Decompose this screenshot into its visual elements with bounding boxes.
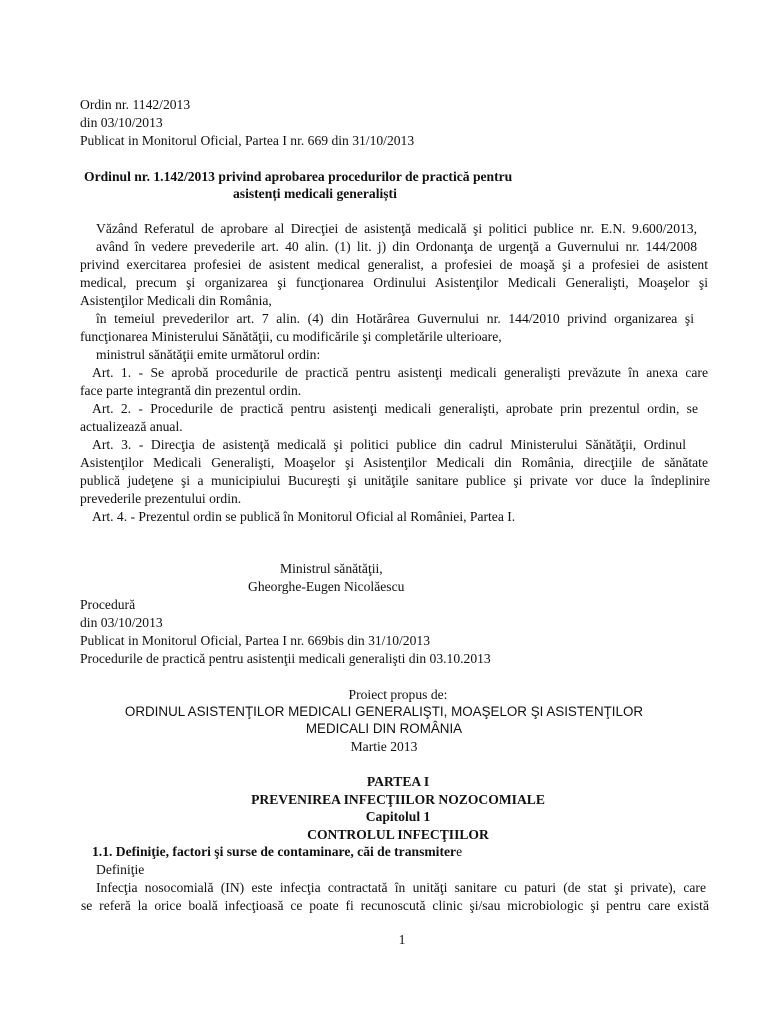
body-line: medical, precum şi organizarea şi funcţionarea Ordinului Asistenţilor Medicali Generalişti, Moaşelor şi (80, 275, 708, 290)
proposal-organization-line1: ORDINUL ASISTENŢILOR MEDICALI GENERALIŞTI, MOAŞELOR ŞI ASISTENŢILOR (124, 704, 644, 719)
part-subtitle: PREVENIREA INFECŢIILOR NOZOCOMIALE (251, 792, 545, 807)
proposal-organization-line2: MEDICALI DIN ROMÂNIA (305, 721, 463, 736)
part-title: PARTEA I (366, 774, 430, 789)
header-publication: Publicat in Monitorul Oficial, Partea I nr. 669 din 31/10/2013 (80, 133, 415, 148)
body-line: funcţionarea Ministerului Sănătăţii, cu modificările şi completările ulterioare, (80, 329, 502, 344)
article-2: Art. 2. - Procedurile de practică pentru asistenţi medicali generalişti, aprobate prin prezentul ordin, se (92, 401, 698, 416)
body-line: actualizează anual. (80, 419, 183, 434)
chapter-title: CONTROLUL INFECŢIILOR (307, 827, 489, 842)
procedure-title: Procedurile de practică pentru asistenţii medicali generalişti din 03.10.2013 (80, 651, 491, 666)
section-heading-text: 1.1. Definiţie, factori şi surse de contaminare, căi de transmiter (92, 844, 457, 859)
signature-name: Gheorghe-Eugen Nicolăescu (248, 579, 405, 594)
order-title-line1: Ordinul nr. 1.142/2013 privind aprobarea procedurilor de practică pentru (84, 169, 513, 184)
definition-line2: se referă la orice boală infecţioasă ce poate fi recunoscută clinic şi/sau microbiologic şi pentru care există (81, 898, 709, 913)
chapter-number: Capitolul 1 (365, 809, 431, 824)
proposal-label: Proiect propus de: (348, 687, 448, 702)
body-line: în temeiul prevederilor art. 7 alin. (4) din Hotărârea Guvernului nr. 144/2010 privind organizarea şi (96, 311, 694, 326)
definition-line1: Infecţia nosocomială (IN) este infecţia contractată în unităţi sanitare cu paturi (de stat şi private), care (96, 880, 706, 895)
proposal-date: Martie 2013 (350, 739, 418, 754)
procedure-publication: Publicat in Monitorul Oficial, Partea I nr. 669bis din 31/10/2013 (80, 633, 430, 648)
body-line: ministrul sănătăţii emite următorul ordin: (96, 347, 321, 362)
body-line: face parte integrantă din prezentul ordin. (80, 383, 302, 398)
body-line: publică judeţene şi a municipiului Bucureşti şi unităţile sanitare publice şi private vor duce la îndeplinire (80, 473, 710, 488)
body-line: Asistenţilor Medicali Generalişti, Moaşelor şi Asistenţilor Medicali din România, direcţiile de sănătate (80, 455, 708, 470)
header-date: din 03/10/2013 (80, 115, 163, 130)
body-line: Văzând Referatul de aprobare al Direcţiei de asistenţă medicală şi politici publice nr. E.N. 9.600/2013, (96, 221, 697, 236)
order-title-line2: asistenți medicali generaliști (233, 186, 397, 201)
header-order-number: Ordin nr. 1142/2013 (80, 97, 191, 112)
body-line: privind exercitarea profesiei de asistent medical generalist, a profesiei de moaşă şi a profesiei de asistent (80, 257, 708, 272)
section-heading-tail: e (456, 844, 463, 859)
procedure-label: Procedură (80, 597, 136, 612)
body-line: având în vedere prevederile art. 40 alin. (1) lit. j) din Ordonanţa de urgenţă a Guvernului nr. 144/2008 (96, 239, 697, 254)
procedure-date: din 03/10/2013 (80, 615, 163, 630)
signature-title: Ministrul sănătăţii, (280, 561, 383, 576)
article-1: Art. 1. - Se aprobă procedurile de practică pentru asistenţi medicali generalişti prevăzute în anexa care (92, 365, 708, 380)
article-4: Art. 4. - Prezentul ordin se publică în Monitorul Oficial al României, Partea I. (92, 509, 516, 524)
article-3: Art. 3. - Direcţia de asistenţă medicală şi politici publice din cadrul Ministerului Sănătăţii, Ordinul (92, 437, 686, 452)
definition-label: Definiţie (96, 862, 145, 877)
body-line: prevederile prezentului ordin. (80, 491, 242, 506)
body-line: Asistenţilor Medicali din România, (80, 293, 272, 308)
section-heading (92, 843, 462, 861)
page-number: 1 (398, 932, 406, 947)
